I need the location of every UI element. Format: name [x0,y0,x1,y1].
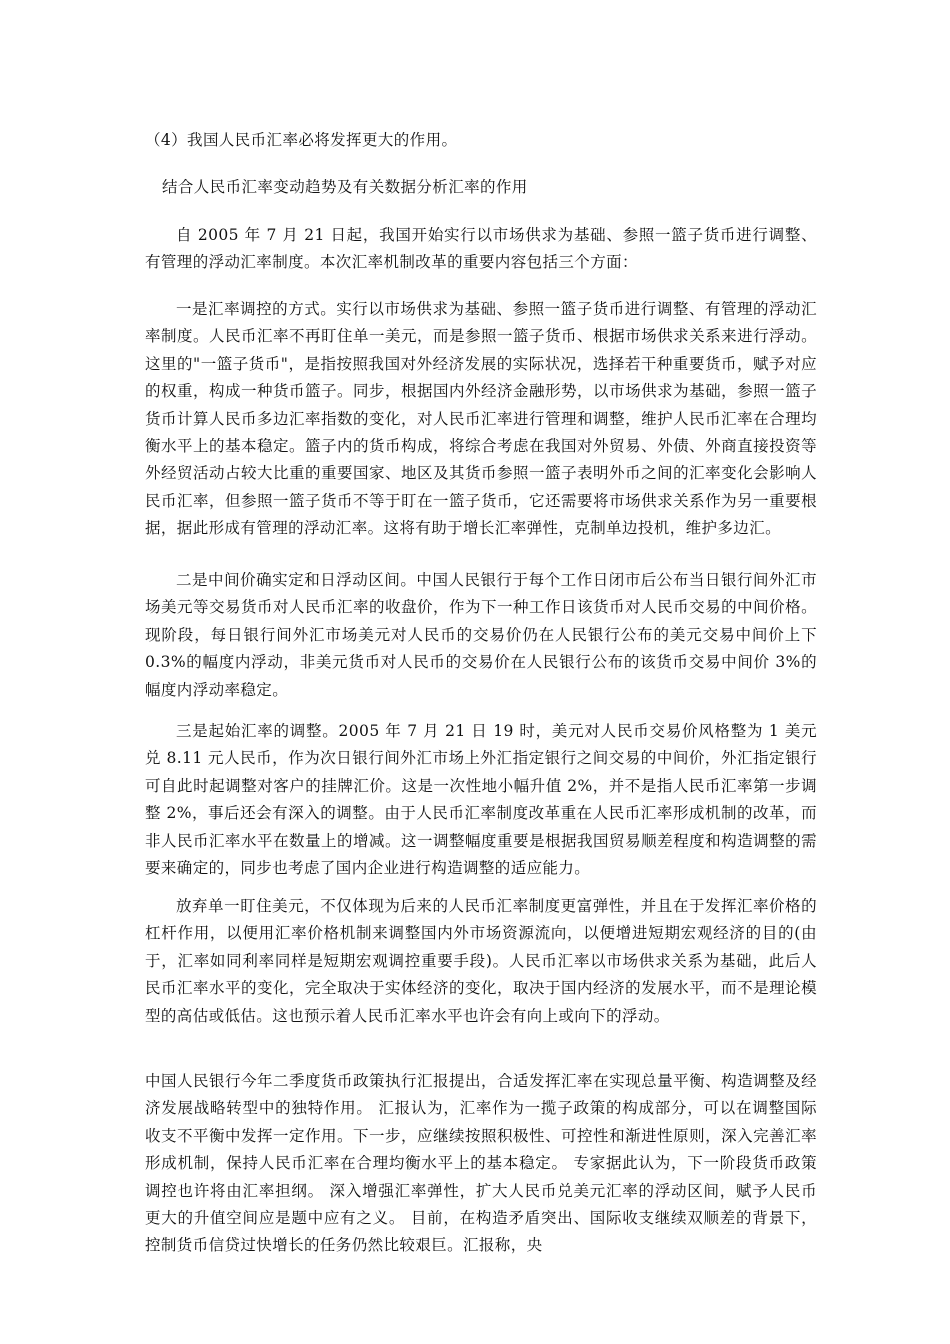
paragraph-point-two: 二是中间价确实定和日浮动区间。中国人民银行于每个工作日闭市后公布当日银行间外汇市场美元等交易货币对人民币汇率的收盘价，作为下一种工作日该货币对人民币交易的中间价格。现阶段，每日银行间外汇市场美元对人民币的交易价仍在人民银行公布的美元交易中间价上下 0.3%的幅度内浮动，非美元货币对人民币的交易价在人民银行公布的该货币交易中间价 3%的幅度内浮动率稳定。 [145,571,817,699]
paragraph-point-one: 一是汇率调控的方式。实行以市场供求为基础、参照一篮子货币进行调整、有管理的浮动汇率制度。人民币汇率不再盯住单一美元，而是参照一篮子货币、根据市场供求关系来进行浮动。这里的"一篮子货币"，是指按照我国对外经济发展的实际状况，选择若干种重要货币，赋予对应的权重，构成一种货币篮子。同步，根据国内外经济金融形势，以市场供求为基础，参照一篮子货币计算人民币多边汇率指数的变化，对人民币汇率进行管理和调整，维护人民币汇率在合理均衡水平上的基本稳定。篮子内的货币构成，将综合考虑在我国对外贸易、外债、外商直接投资等外经贸活动占较大比重的重要国家、地区及其货币参照一篮子表明外币之间的汇率变化会影响人民币汇率，但参照一篮子货币不等于盯在一篮子货币，它还需要将市场供求关系作为另一重要根据，据此形成有管理的浮动汇率。这将有助于增长汇率弹性，克制单边投机，维护多边汇。 [145,300,817,538]
section-heading: （4）我国人民币汇率必将发挥更大的作用。 [145,131,458,149]
paragraph-intro: 自 2005 年 7 月 21 日起，我国开始实行以市场供求为基础、参照一篮子货币进行调整、有管理的浮动汇率制度。本次汇率机制改革的重要内容包括三个方面： [145,226,817,272]
paragraph-point-three: 三是起始汇率的调整。2005 年 7 月 21 日 19 时，美元对人民币交易价风格整为 1 美元兑 8.11 元人民币，作为次日银行间外汇市场上外汇指定银行之间交易的中间价，外汇指定银行可自此时起调整对客户的挂牌汇价。这是一次性地小幅升值 2%，并不是指人民币汇率第一步调整 2%，事后还会有深入的调整。由于人民币汇率制度改革重在人民币汇率形成机制的改革，而非人民币汇率水平在数量上的增减。这一调整幅度重要是根据我国贸易顺差程度和构造调整的需要来确定的，同步也考虑了国内企业进行构造调整的适应能力。 [145,722,817,878]
paragraph-central-bank-report: 中国人民银行今年二季度货币政策执行汇报提出，合适发挥汇率在实现总量平衡、构造调整及经济发展战略转型中的独特作用。 汇报认为，汇率作为一揽子政策的构成部分，可以在调整国际收支不平衡中发挥一定作用。下一步，应继续按照积极性、可控性和渐进性原则，深入完善汇率形成机制，保持人民币汇率在合理均衡水平上的基本稳定。 专家据此认为，下一阶段货币政策调控也许将由汇率担纲。 深入增强汇率弹性，扩大人民币兑美元汇率的浮动区间，赋予人民币更大的升值空间应是题中应有之义。 目前，在构造矛盾突出、国际收支继续双顺差的背景下，控制货币信贷过快增长的任务仍然比较艰巨。汇报称，央 [145,1072,817,1255]
section-subheading: 结合人民币汇率变动趋势及有关数据分析汇率的作用 [162,178,528,196]
paragraph-analysis: 放弃单一盯住美元，不仅体现为后来的人民币汇率制度更富弹性，并且在于发挥汇率价格的杠杆作用，以便用汇率价格机制来调整国内外市场资源流向，以便增进短期宏观经济的目的(由于，汇率如同利率同样是短期宏观调控重要手段)。人民币汇率以市场供求关系为基础，此后人民币汇率水平的变化，完全取决于实体经济的变化，取决于国内经济的发展水平，而不是理论模型的高估或低估。这也预示着人民币汇率水平也许会有向上或向下的浮动。 [145,897,817,1025]
